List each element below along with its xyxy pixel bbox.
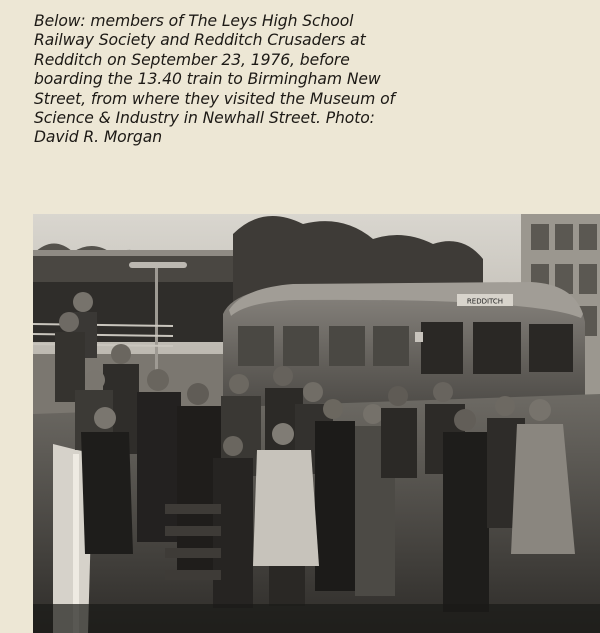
- caption-line: David R. Morgan: [34, 128, 162, 147]
- photo-caption: [34, 12, 574, 148]
- caption-line: Street, from where they visited the Museum of: [34, 89, 395, 108]
- cab-window-left: [421, 322, 463, 374]
- headlamp: [415, 332, 423, 342]
- group-photo: [33, 214, 600, 633]
- bridge-parapet: [33, 250, 233, 256]
- foreground-shadow: [33, 604, 600, 633]
- lamp-post: [155, 264, 158, 374]
- caption-line: Railway Society and Redditch Crusaders at: [34, 31, 366, 50]
- caption-line: Below: members of The Leys High School: [34, 12, 354, 30]
- lamp-head: [129, 262, 187, 268]
- caption-line: Science & Industry in Newhall Street. Photo:: [34, 109, 375, 128]
- destination-blind-text: REDDITCH: [466, 297, 504, 306]
- caption-line: boarding the 13.40 train to Birmingham New: [34, 70, 381, 89]
- caption-line: Redditch on September 23, 1976, before: [34, 50, 350, 69]
- cab-window-right: [473, 322, 521, 374]
- photo-illustration: [33, 214, 600, 633]
- cab-window-far: [529, 324, 573, 372]
